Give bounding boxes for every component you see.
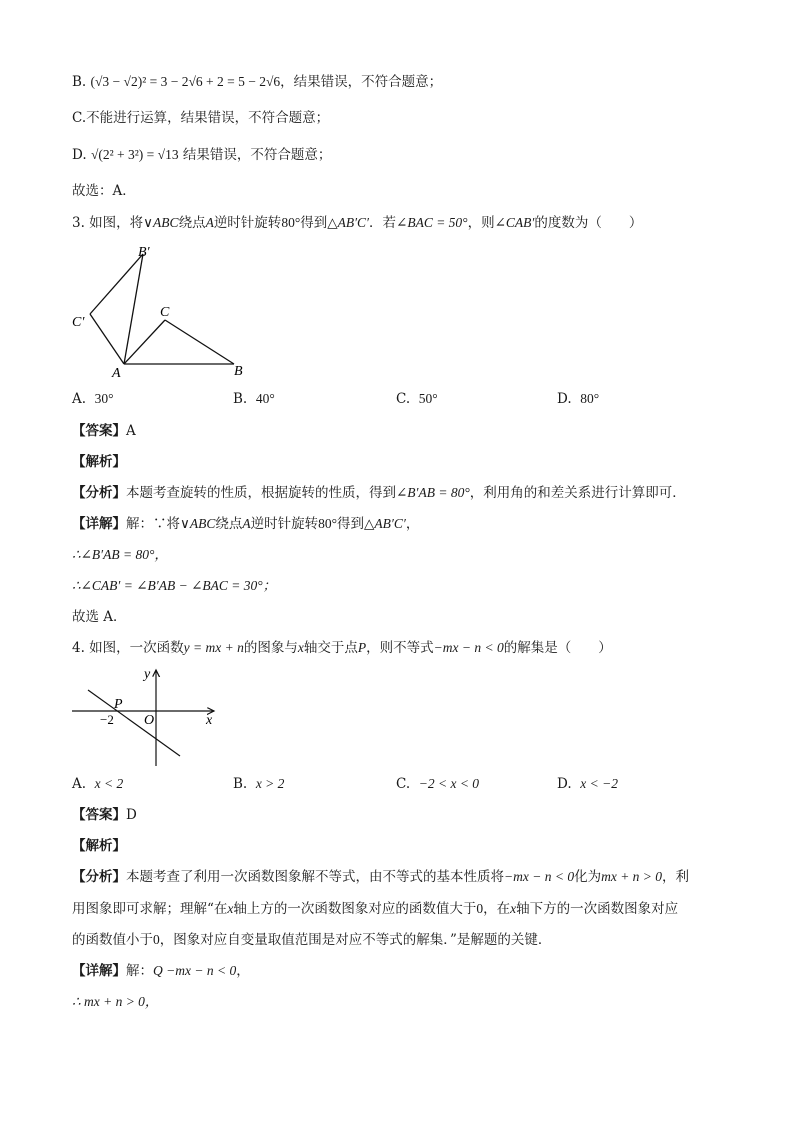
q4-answer: 【答案】D xyxy=(72,807,137,823)
q2-option-d-expr: √(2² + 3²) = √13 xyxy=(90,147,179,162)
q4-step-1: ∴ mx + n > 0， xyxy=(72,994,159,1009)
q3-fenxi: 【分析】本题考查旋转的性质，根据旋转的性质，得到∠B′AB = 80°，利用角的和差关系进行计算即可． xyxy=(72,485,686,501)
q3-segment-b1-c1 xyxy=(90,254,143,314)
q2-option-d-line: D. √(2² + 3²) = √13 结果错误，不符合题意； xyxy=(72,147,332,163)
q3-option-a: A. 30° xyxy=(72,391,114,407)
q3-option-c: C. 50° xyxy=(396,391,438,407)
q2-option-b-expr: (√3 − √2)² = 3 − 2√6 + 2 = 5 − 2√6 xyxy=(90,74,281,89)
q2-option-c-line: C.不能进行运算，结果错误，不符合题意； xyxy=(72,110,330,126)
q4-label-o: O xyxy=(144,713,155,728)
q3-label-b: B xyxy=(234,364,243,379)
q4-label-x: x xyxy=(206,713,213,728)
q3-rotation-figure xyxy=(68,240,258,380)
q4-label-neg2: −2 xyxy=(100,712,114,727)
q4-label-p: P xyxy=(114,697,123,712)
q3-detail: 【详解】解：∵将∨ABC绕点A逆时针旋转80°得到△AB′C′， xyxy=(72,516,420,532)
q3-segment-c1-a xyxy=(90,314,124,364)
q4-label-y: y xyxy=(144,667,151,682)
q3-analysis-tag: 【解析】 xyxy=(72,454,126,470)
q4-fenxi-line-1: 【分析】本题考查了利用一次函数图象解不等式，由不等式的基本性质将−mx − n < 0化为mx + n > 0，利 xyxy=(72,869,690,885)
q2-option-b-line: B. (√3 − √2)² = 3 − 2√6 + 2 = 5 − 2√6，结果错误，不符合题意； xyxy=(72,74,443,90)
q3-label-b1: B′ xyxy=(138,245,150,260)
q3-label-c: C xyxy=(160,305,170,320)
q4-function-figure xyxy=(68,662,228,770)
q4-option-b: B. x > 2 xyxy=(233,776,285,792)
q3-step-2: ∴∠CAB′ = ∠B′AB − ∠BAC = 30°； xyxy=(72,578,277,593)
q3-option-d: D. 80° xyxy=(557,391,600,407)
q3-answer: 【答案】A xyxy=(72,423,136,439)
q4-stem: 4. 如图，一次函数y = mx + n的图象与x轴交于点P，则不等式−mx − n < 0的解集是（ ） xyxy=(72,640,612,656)
q4-option-a: A. x < 2 xyxy=(72,776,124,792)
q4-option-c: C. −2 < x < 0 xyxy=(396,776,480,792)
q4-option-d: D. x < −2 xyxy=(557,776,618,792)
q4-analysis-tag: 【解析】 xyxy=(72,838,126,854)
q4-fenxi-line-3: 的函数值小于0，图象对应自变量取值范围是对应不等式的解集．”是解题的关键． xyxy=(72,932,552,948)
q3-choose: 故选 A． xyxy=(72,609,127,625)
q3-step-1: ∴∠B′AB = 80°， xyxy=(72,547,168,562)
q3-label-a: A xyxy=(112,366,121,380)
q3-label-c1: C′ xyxy=(72,315,85,330)
q2-choose: 故选：A． xyxy=(72,183,136,199)
q3-segment-c-b xyxy=(165,320,234,364)
q3-option-b: B. 40° xyxy=(233,391,275,407)
q4-fenxi-line-2: 用图象即可求解；理解“在x轴上方的一次函数图象对应的函数值大于0，在x轴下方的一次函数图象对应 xyxy=(72,901,679,917)
q3-stem: 3. 如图，将∨ABC绕点A逆时针旋转80°得到△AB′C′．若∠BAC = 50°，则∠CAB′的度数为（ ） xyxy=(72,215,643,231)
q4-detail: 【详解】解：Q −mx − n < 0， xyxy=(72,963,250,979)
